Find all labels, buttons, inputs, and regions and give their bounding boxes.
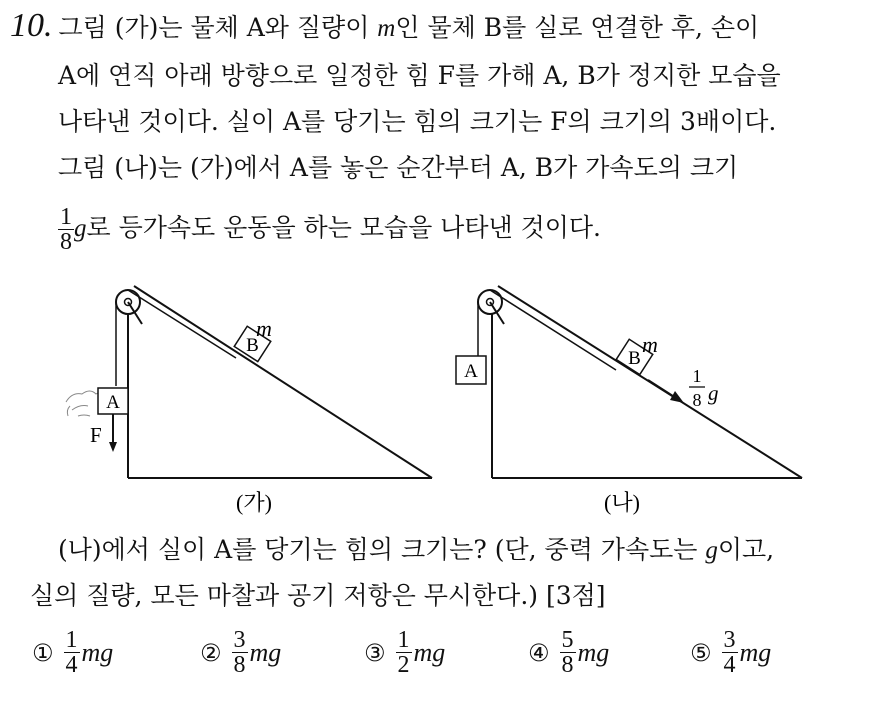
prompt-gravity-symbol: g [705,537,718,564]
force-label-ga: F [90,423,102,447]
choice-1[interactable] [32,628,113,677]
gravity-symbol: g [74,215,87,242]
choice-unit: mg [249,637,282,667]
question-text-1b: 인 물체 B를 실로 연결한 후, 손이 [395,13,760,42]
question-line-2: A에 연직 아래 방향으로 일정한 힘 F를 가해 A, B가 정지한 모습을 [58,61,781,90]
choice-2[interactable] [200,628,281,677]
choice-4[interactable] [528,628,609,677]
choice-5[interactable] [690,628,771,677]
force-arrowhead-ga [109,442,117,452]
mass-symbol: m [377,15,396,42]
choice-marker: ⑤ [690,638,712,667]
mass-label-ga: m [256,316,272,341]
question-line-1 [10,7,760,45]
acceleration-fraction: $\frac{1}{8}$ [60,204,72,255]
block-b-label-ga: B [246,334,259,356]
choice-fraction: $\frac{1}{2}$ [397,627,410,678]
choice-unit: mg [739,637,772,667]
accel-var-na: g [708,381,719,405]
choice-marker: ③ [364,638,386,667]
choice-fraction: $\frac{1}{4}$ [65,627,78,678]
choice-3[interactable] [364,628,445,677]
mass-label-na: m [642,332,658,357]
accel-arrow-na [648,380,676,398]
caption-na: (나) [604,490,640,515]
figure-diagrams [0,270,886,520]
figure-na [456,286,802,515]
choice-marker: ① [32,638,54,667]
figure-ga [66,286,432,515]
choice-unit: mg [81,637,114,667]
question-line-5 [58,204,601,254]
choice-fraction: $\frac{5}{8}$ [561,627,574,678]
choice-marker: ② [200,638,222,667]
string-incline-na [490,290,616,370]
prompt-text-1b: 이고, [717,535,775,564]
block-a-label-ga: A [106,392,120,413]
choice-fraction: $\frac{3}{8}$ [233,627,246,678]
prompt-text-1a: (나)에서 실이 A를 당기는 힘의 크기는? (단, 중력 가속도는 [58,535,706,564]
accel-den-na: 8 [692,390,702,410]
question-number: 10. [10,7,53,44]
choice-marker: ④ [528,638,550,667]
choice-fraction: $\frac{3}{4}$ [723,627,736,678]
block-a-label-na: A [464,361,478,382]
accel-num-na: 1 [692,366,702,386]
prompt-line-2: 실의 질량, 모든 마찰과 공기 저항은 무시한다.) [3점] [30,581,606,610]
question-text-1a: 그림 (가)는 물체 A와 질량이 [58,13,378,42]
question-line-4: 그림 (나)는 (가)에서 A를 놓은 순간부터 A, B가 가속도의 크기 [58,153,739,182]
block-b-label-na: B [628,347,641,369]
question-line-3: 나타낸 것이다. 실이 A를 당기는 힘의 크기는 F의 크기의 3배이다. [58,107,777,136]
choice-unit: mg [577,637,610,667]
caption-ga: (가) [236,490,272,515]
prompt-line-1 [58,534,774,567]
choice-unit: mg [413,637,446,667]
string-incline-ga [128,290,236,358]
accel-arrowhead-na [670,391,684,403]
question-text-5: 로 등가속도 운동을 하는 모습을 나타낸 것이다. [86,213,601,242]
incline-ga [134,286,432,478]
